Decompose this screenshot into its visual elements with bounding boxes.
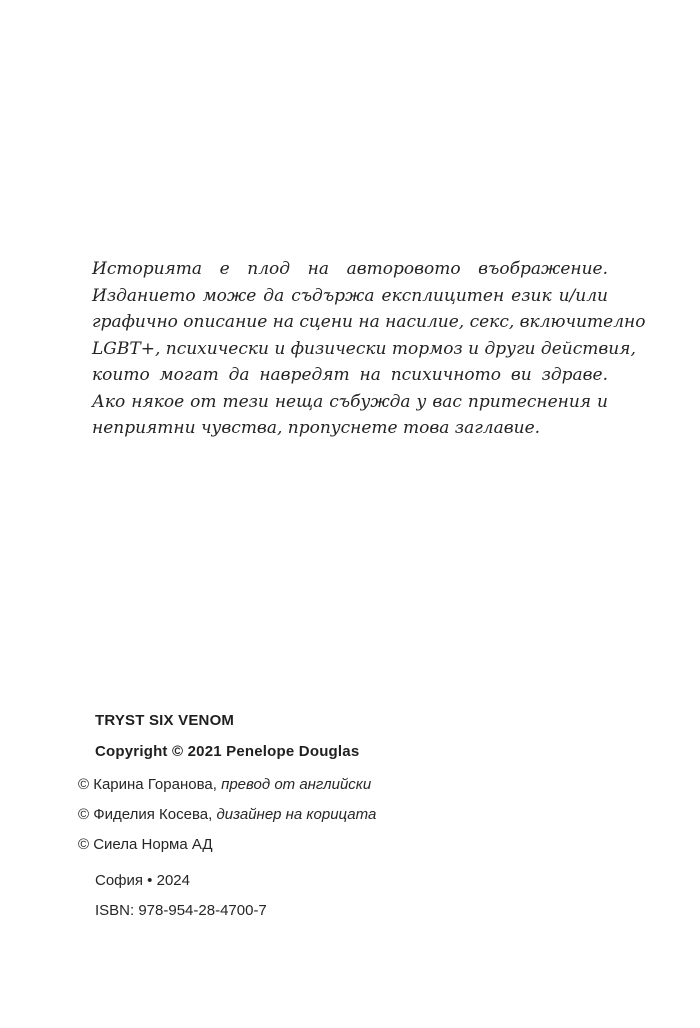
content-warning-line: Историята е плод на авторовото въображение. [92,259,608,279]
cover-designer-credit [78,806,376,823]
isbn: ISBN: 978-954-28-4700-7 [95,902,267,919]
credit-holder: © Сиела Норма АД [78,836,213,853]
city-and-year: София • 2024 [95,872,190,889]
content-warning-line: Изданието може да съдържа експлицитен език и/или [92,285,608,306]
credit-holder: © Фиделия Косева, [78,806,213,823]
copyright-notice: Copyright © 2021 Penelope Douglas [95,743,360,760]
credit-role: превод от английски [221,776,372,793]
content-warning-line: неприятни чувства, пропуснете това заглавие. [92,418,541,438]
publisher-credit [78,836,213,853]
content-warning-line: графично описание на сцени на насилие, секс, включително [92,312,646,332]
translator-credit [78,776,371,793]
original-title: TRYST SIX VENOM [95,712,235,729]
content-warning-line: LGBT+, психически и физически тормоз и други действия, [92,338,636,359]
credit-holder: © Карина Горанова, [78,776,217,793]
content-warning-line: Ако някое от тези неща събужда у вас притеснения и [92,391,608,412]
credit-role: дизайнер на корицата [216,806,377,823]
content-warning-line: които могат да навредят на психичното ви здраве. [92,365,608,385]
